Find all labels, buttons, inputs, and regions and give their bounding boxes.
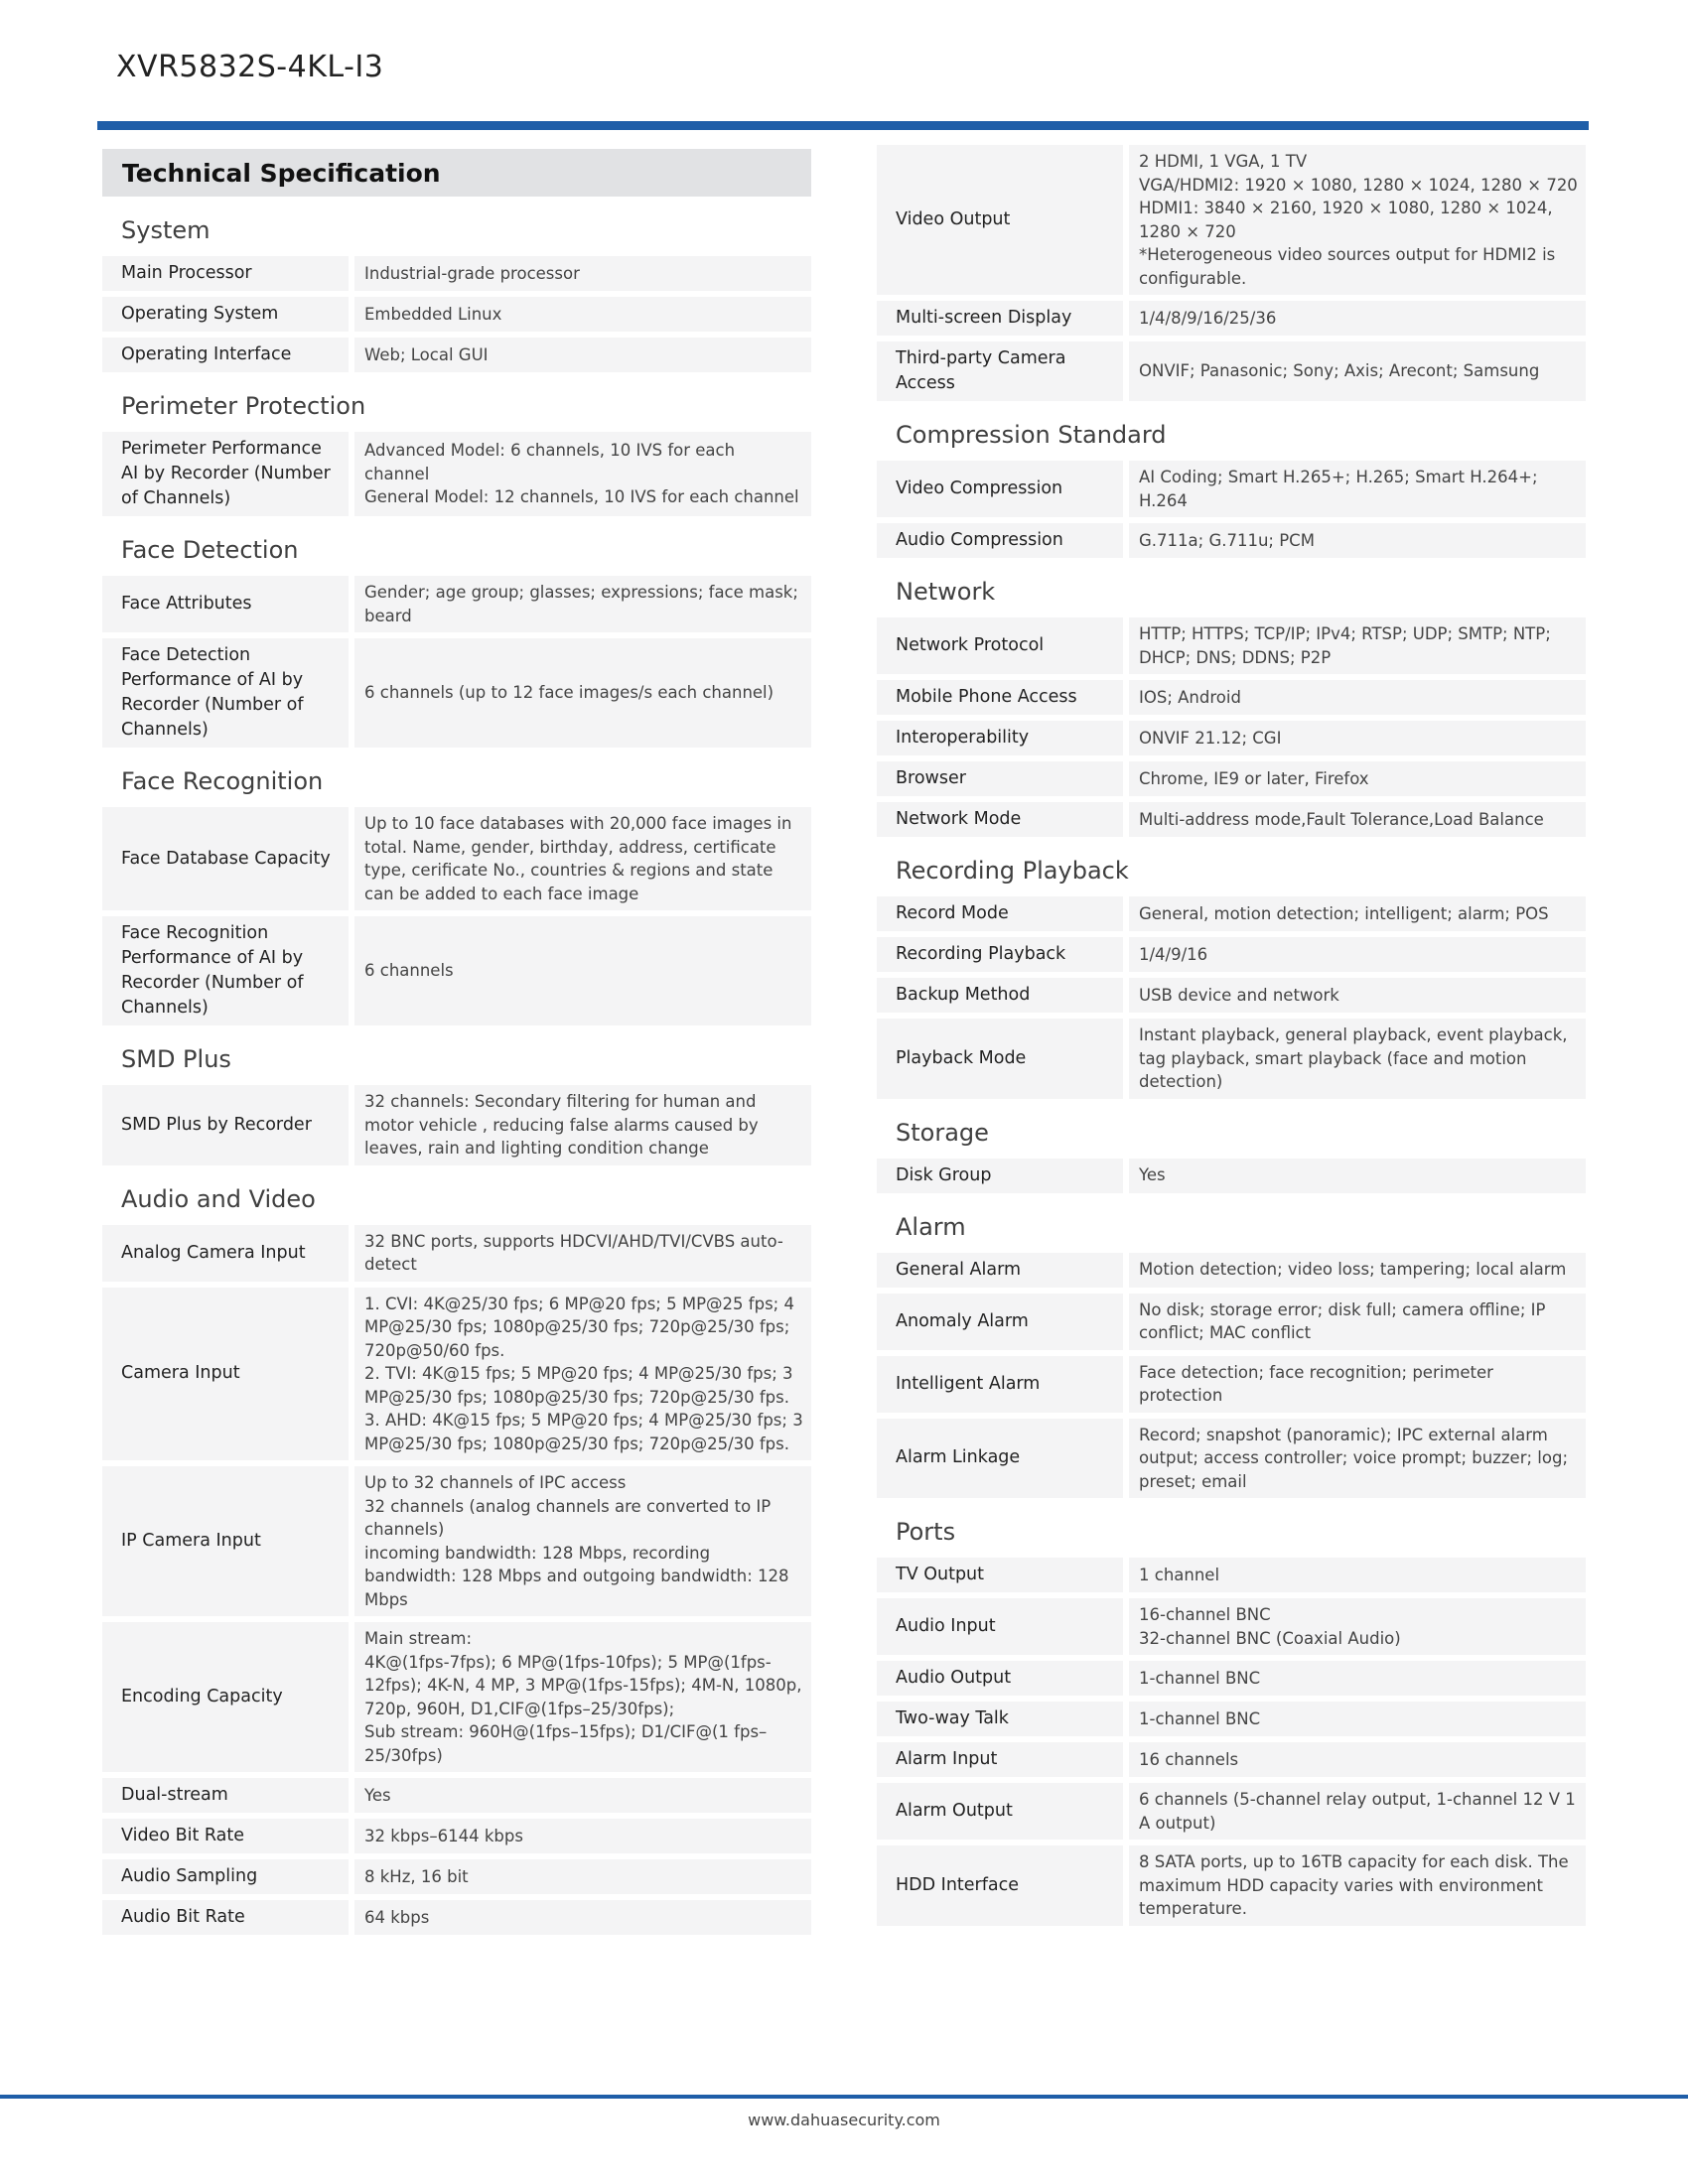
- spec-row: [877, 680, 1586, 715]
- spec-value: 8 kHz, 16 bit: [354, 1859, 811, 1894]
- section-title-compression-standard: Compression Standard: [896, 421, 1167, 449]
- spec-table: [877, 1247, 1586, 1499]
- spec-row: [877, 1783, 1586, 1840]
- section-title-alarm: Alarm: [896, 1212, 966, 1241]
- spec-value: 1. CVI: 4K@25/30 fps; 6 MP@20 fps; 5 MP@25 fps; 4 MP@25/30 fps; 1080p@25/30 fps; 720p@25/30 fps; 720p@50/60 fps. 2. TVI: 4K@15 fps; 5 MP@20 fps; 4 MP@25/30 fps; 3 MP@25/30 fps; 1080p@25/30 fps; 720p@25/30 fps. 3. AHD: 4K@15 fps; 5 MP@20 fps; 4 MP@25/30 fps; 3 MP@25/30 fps; 1080p@25/30 fps; 720p@25/30 fps.: [354, 1288, 811, 1461]
- spec-row: [877, 802, 1586, 837]
- spec-row: [102, 256, 811, 291]
- spec-table: [877, 455, 1586, 558]
- spec-value: 1-channel BNC: [1129, 1702, 1586, 1736]
- spec-label: Mobile Phone Access: [877, 680, 1123, 715]
- spec-value: ONVIF 21.12; CGI: [1129, 721, 1586, 755]
- spec-value: 16 channels: [1129, 1742, 1586, 1777]
- spec-row: [877, 1253, 1586, 1288]
- spec-label: Audio Input: [877, 1598, 1123, 1655]
- spec-value: Web; Local GUI: [354, 338, 811, 372]
- spec-value: Gender; age group; glasses; expressions; face mask; beard: [354, 576, 811, 632]
- spec-row: [877, 1845, 1586, 1926]
- spec-value: General, motion detection; intelligent; alarm; POS: [1129, 896, 1586, 931]
- spec-table: [102, 1219, 811, 1936]
- spec-row: [877, 341, 1586, 401]
- spec-label: Third-party Camera Access: [877, 341, 1123, 401]
- spec-row: [877, 1294, 1586, 1350]
- spec-row: [877, 1742, 1586, 1777]
- right-sections: [877, 139, 1586, 1926]
- spec-label: Face Database Capacity: [102, 807, 349, 910]
- spec-value: 6 channels (up to 12 face images/s each channel): [354, 638, 811, 748]
- spec-value: 1/4/9/16: [1129, 937, 1586, 972]
- spec-label: Alarm Linkage: [877, 1419, 1123, 1499]
- spec-row: [102, 1085, 811, 1165]
- spec-row: [102, 638, 811, 748]
- spec-row: [102, 1288, 811, 1461]
- spec-value: 16-channel BNC 32-channel BNC (Coaxial Audio): [1129, 1598, 1586, 1655]
- spec-column-right: [877, 139, 1586, 1926]
- spec-label: Audio Bit Rate: [102, 1900, 349, 1935]
- section-title-face-detection: Face Detection: [121, 536, 299, 564]
- spec-row: [102, 1859, 811, 1894]
- section-title-recording-playback: Recording Playback: [896, 857, 1129, 885]
- section-title-ports: Ports: [896, 1518, 956, 1546]
- spec-label: Encoding Capacity: [102, 1622, 349, 1772]
- spec-label: Audio Sampling: [102, 1859, 349, 1894]
- spec-label: Face Recognition Performance of AI by Recorder (Number of Channels): [102, 916, 349, 1025]
- spec-row: [102, 1466, 811, 1616]
- spec-value: AI Coding; Smart H.265+; H.265; Smart H.264+; H.264: [1129, 461, 1586, 517]
- spec-label: Playback Mode: [877, 1019, 1123, 1099]
- section-title-network: Network: [896, 578, 996, 606]
- spec-label: Anomaly Alarm: [877, 1294, 1123, 1350]
- spec-value: G.711a; G.711u; PCM: [1129, 523, 1586, 558]
- spec-table: [102, 570, 811, 748]
- section-title-system: System: [121, 216, 211, 244]
- spec-label: IP Camera Input: [102, 1466, 349, 1616]
- spec-label: Video Compression: [877, 461, 1123, 517]
- footer-divider: [0, 2095, 1688, 2099]
- spec-value: Up to 32 channels of IPC access 32 channels (analog channels are converted to IP channels) incoming bandwidth: 128 Mbps, recording bandwidth: 128 Mbps and outgoing bandwidth: 128 Mbps: [354, 1466, 811, 1616]
- spec-table: [877, 139, 1586, 401]
- spec-table: [877, 612, 1586, 837]
- spec-column-left: [102, 139, 811, 1935]
- spec-table: [102, 801, 811, 1025]
- spec-value: HTTP; HTTPS; TCP/IP; IPv4; RTSP; UDP; SMTP; NTP; DHCP; DNS; DDNS; P2P: [1129, 617, 1586, 674]
- spec-value: 32 kbps–6144 kbps: [354, 1819, 811, 1853]
- spec-value: Yes: [1129, 1159, 1586, 1193]
- section-title-face-recognition: Face Recognition: [121, 767, 324, 795]
- spec-title: Technical Specification: [102, 149, 811, 197]
- spec-label: Perimeter Performance AI by Recorder (Number of Channels): [102, 432, 349, 516]
- spec-label: Video Bit Rate: [102, 1819, 349, 1853]
- spec-value: Motion detection; video loss; tampering; local alarm: [1129, 1253, 1586, 1288]
- spec-label: Backup Method: [877, 978, 1123, 1013]
- spec-label: Main Processor: [102, 256, 349, 291]
- spec-value: 64 kbps: [354, 1900, 811, 1935]
- spec-table: [102, 1079, 811, 1165]
- spec-value: Multi-address mode,Fault Tolerance,Load Balance: [1129, 802, 1586, 837]
- spec-table: [877, 1552, 1586, 1926]
- spec-row: [877, 978, 1586, 1013]
- spec-label: Audio Compression: [877, 523, 1123, 558]
- spec-table: [877, 890, 1586, 1099]
- spec-value: Chrome, IE9 or later, Firefox: [1129, 761, 1586, 796]
- section-title-perimeter-protection: Perimeter Protection: [121, 392, 366, 420]
- spec-row: [877, 1558, 1586, 1592]
- spec-value: Up to 10 face databases with 20,000 face images in total. Name, gender, birthday, address, certificate type, cerificate No., countries & regions and state can be added to each face image: [354, 807, 811, 910]
- spec-table: [102, 250, 811, 372]
- spec-value: 1/4/8/9/16/25/36: [1129, 301, 1586, 336]
- spec-label: Alarm Output: [877, 1783, 1123, 1840]
- spec-row: [877, 937, 1586, 972]
- spec-value: ONVIF; Panasonic; Sony; Axis; Arecont; Samsung: [1129, 341, 1586, 401]
- spec-value: Yes: [354, 1778, 811, 1813]
- spec-label: Video Output: [877, 145, 1123, 295]
- spec-value: 1-channel BNC: [1129, 1661, 1586, 1696]
- spec-label: Face Attributes: [102, 576, 349, 632]
- spec-label: Analog Camera Input: [102, 1225, 349, 1282]
- spec-label: Alarm Input: [877, 1742, 1123, 1777]
- spec-label: Dual-stream: [102, 1778, 349, 1813]
- spec-row: [102, 807, 811, 910]
- spec-row: [102, 338, 811, 372]
- footer-url: www.dahuasecurity.com: [748, 2111, 940, 2129]
- spec-row: [102, 1622, 811, 1772]
- spec-row: [877, 301, 1586, 336]
- spec-label: Multi-screen Display: [877, 301, 1123, 336]
- spec-label: General Alarm: [877, 1253, 1123, 1288]
- spec-value: Main stream: 4K@(1fps-7fps); 6 MP@(1fps-10fps); 5 MP@(1fps-12fps); 4K-N, 4 MP, 3 MP@(1fps-15fps); 4M-N, 1080p, 720p, 960H, D1,CIF@(1fps–25/30fps); Sub stream: 960H@(1fps–15fps); D1/CIF@(1 fps–25/30fps): [354, 1622, 811, 1772]
- spec-label: TV Output: [877, 1558, 1123, 1592]
- spec-row: [877, 1661, 1586, 1696]
- spec-row: [102, 297, 811, 332]
- spec-label: Face Detection Performance of AI by Recorder (Number of Channels): [102, 638, 349, 748]
- spec-row: [877, 1702, 1586, 1736]
- spec-label: Camera Input: [102, 1288, 349, 1461]
- spec-row: [877, 761, 1586, 796]
- spec-label: Network Protocol: [877, 617, 1123, 674]
- spec-table: [102, 426, 811, 516]
- spec-label: Interoperability: [877, 721, 1123, 755]
- spec-value: 2 HDMI, 1 VGA, 1 TV VGA/HDMI2: 1920 × 1080, 1280 × 1024, 1280 × 720 HDMI1: 3840 × 2160, 1920 × 1080, 1280 × 1024, 1280 × 720 *Heterogeneous video sources output for HDMI2 is configurable.: [1129, 145, 1586, 295]
- spec-row: [877, 461, 1586, 517]
- spec-row: [877, 1019, 1586, 1099]
- spec-row: [102, 576, 811, 632]
- spec-label: Operating System: [102, 297, 349, 332]
- spec-row: [102, 1778, 811, 1813]
- spec-label: HDD Interface: [877, 1845, 1123, 1926]
- spec-label: Network Mode: [877, 802, 1123, 837]
- spec-row: [877, 1356, 1586, 1413]
- left-sections: [102, 197, 811, 1935]
- spec-value: 8 SATA ports, up to 16TB capacity for each disk. The maximum HDD capacity varies with environment temperature.: [1129, 1845, 1586, 1926]
- spec-label: Disk Group: [877, 1159, 1123, 1193]
- spec-value: USB device and network: [1129, 978, 1586, 1013]
- spec-value: Industrial-grade processor: [354, 256, 811, 291]
- spec-value: No disk; storage error; disk full; camera offline; IP conflict; MAC conflict: [1129, 1294, 1586, 1350]
- spec-row: [102, 1225, 811, 1282]
- spec-value: 6 channels (5-channel relay output, 1-channel 12 V 1 A output): [1129, 1783, 1586, 1840]
- spec-value: Embedded Linux: [354, 297, 811, 332]
- spec-value: Face detection; face recognition; perimeter protection: [1129, 1356, 1586, 1413]
- section-title-audio-and-video: Audio and Video: [121, 1184, 316, 1213]
- spec-value: IOS; Android: [1129, 680, 1586, 715]
- spec-row: [877, 1598, 1586, 1655]
- spec-row: [877, 145, 1586, 295]
- section-title-smd-plus: SMD Plus: [121, 1045, 231, 1073]
- spec-label: Record Mode: [877, 896, 1123, 931]
- spec-value: Record; snapshot (panoramic); IPC external alarm output; access controller; voice prompt; buzzer; log; preset; email: [1129, 1419, 1586, 1499]
- spec-value: 32 BNC ports, supports HDCVI/AHD/TVI/CVBS auto-detect: [354, 1225, 811, 1282]
- spec-row: [102, 432, 811, 516]
- spec-row: [877, 896, 1586, 931]
- spec-value: Advanced Model: 6 channels, 10 IVS for each channel General Model: 12 channels, 10 IVS for each channel: [354, 432, 811, 516]
- spec-label: Audio Output: [877, 1661, 1123, 1696]
- header-divider: [97, 121, 1589, 130]
- spec-label: Two-way Talk: [877, 1702, 1123, 1736]
- section-title-storage: Storage: [896, 1118, 989, 1147]
- spec-label: Recording Playback: [877, 937, 1123, 972]
- spec-value: Instant playback, general playback, event playback, tag playback, smart playback (face and motion detection): [1129, 1019, 1586, 1099]
- spec-row: [102, 1900, 811, 1935]
- spec-row: [102, 1819, 811, 1853]
- spec-row: [877, 523, 1586, 558]
- spec-row: [877, 1419, 1586, 1499]
- page-title: XVR5832S-4KL-I3: [116, 50, 384, 84]
- spec-label: Intelligent Alarm: [877, 1356, 1123, 1413]
- spec-label: Operating Interface: [102, 338, 349, 372]
- spec-value: 32 channels: Secondary filtering for human and motor vehicle , reducing false alarms caused by leaves, rain and lighting condition change: [354, 1085, 811, 1165]
- spec-row: [877, 1159, 1586, 1193]
- spec-label: Browser: [877, 761, 1123, 796]
- spec-row: [877, 721, 1586, 755]
- spec-row: [102, 916, 811, 1025]
- spec-value: 1 channel: [1129, 1558, 1586, 1592]
- spec-label: SMD Plus by Recorder: [102, 1085, 349, 1165]
- spec-table: [877, 1153, 1586, 1193]
- spec-value: 6 channels: [354, 916, 811, 1025]
- spec-row: [877, 617, 1586, 674]
